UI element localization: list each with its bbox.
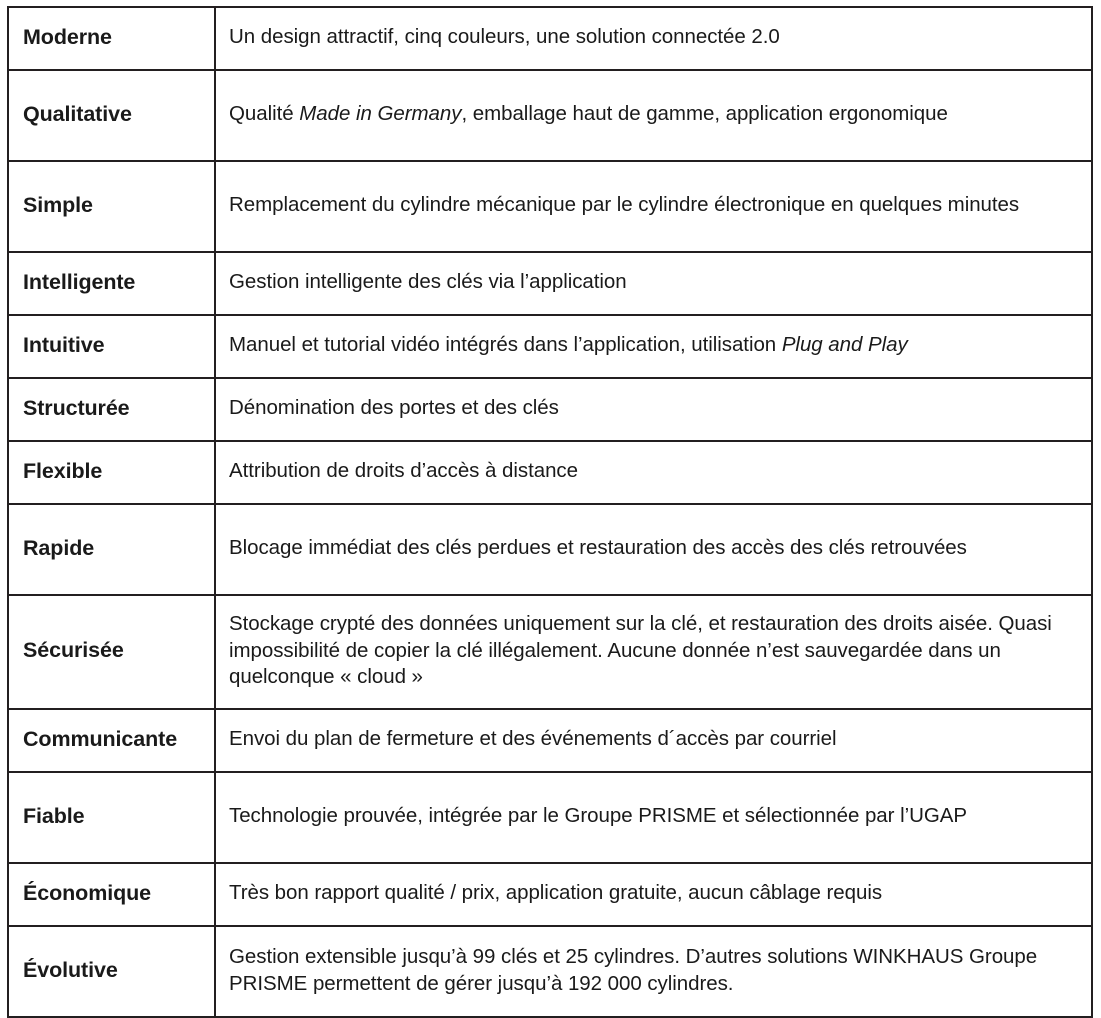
table-row xyxy=(8,161,1092,252)
feature-label-cell: Intelligente xyxy=(8,252,215,315)
feature-description-text xyxy=(229,880,1083,907)
plain-text: Manuel et tutorial vidéo intégrés dans l’application, utilisation xyxy=(229,333,782,357)
feature-label-cell: Rapide xyxy=(8,504,215,595)
feature-label-cell: Fiable xyxy=(8,772,215,863)
feature-description-cell xyxy=(215,772,1092,863)
plain-text: Technologie prouvée, intégrée par le Groupe PRISME et sélectionnée par l’UGAP xyxy=(229,804,967,828)
feature-description-cell xyxy=(215,926,1092,1017)
table-row xyxy=(8,504,1092,595)
feature-label-cell: Flexible xyxy=(8,441,215,504)
feature-description-text xyxy=(229,101,1083,128)
table-row xyxy=(8,863,1092,926)
table-row xyxy=(8,926,1092,1017)
feature-label-cell: Économique xyxy=(8,863,215,926)
feature-description-cell xyxy=(215,595,1092,709)
feature-description-cell xyxy=(215,7,1092,70)
feature-label-cell: Sécurisée xyxy=(8,595,215,709)
feature-description-cell xyxy=(215,252,1092,315)
table-row xyxy=(8,595,1092,709)
plain-text: Dénomination des portes et des clés xyxy=(229,396,559,420)
table-row xyxy=(8,7,1092,70)
feature-description-text xyxy=(229,726,1083,753)
feature-description-cell xyxy=(215,504,1092,595)
plain-text: Gestion extensible jusqu’à 99 clés et 25 cylindres. D’autres solutions WINKHAUS Groupe PRISME permettent de gérer jusqu’à 192 000 cylindres. xyxy=(229,944,1038,995)
feature-description-cell xyxy=(215,863,1092,926)
feature-description-cell xyxy=(215,315,1092,378)
plain-text: Très bon rapport qualité / prix, application gratuite, aucun câblage requis xyxy=(229,881,883,905)
plain-text: Remplacement du cylindre mécanique par le cylindre électronique en quelques minutes xyxy=(229,193,1020,217)
feature-label-cell: Intuitive xyxy=(8,315,215,378)
table-row xyxy=(8,252,1092,315)
plain-text: Un design attractif, cinq couleurs, une solution connectée 2.0 xyxy=(229,25,780,49)
feature-label-cell: Structurée xyxy=(8,378,215,441)
emphasis-text: Plug and Play xyxy=(781,333,908,357)
feature-label-cell: Moderne xyxy=(8,7,215,70)
feature-description-text xyxy=(229,395,1083,422)
feature-description-text xyxy=(229,611,1083,691)
feature-label-cell: Simple xyxy=(8,161,215,252)
plain-text: Qualité xyxy=(229,102,300,126)
plain-text: Envoi du plan de fermeture et des événements d´accès par courriel xyxy=(229,727,837,751)
feature-description-text xyxy=(229,269,1083,296)
feature-description-text xyxy=(229,192,1083,219)
table-row xyxy=(8,70,1092,161)
table-row xyxy=(8,378,1092,441)
plain-text: Blocage immédiat des clés perdues et restauration des accès des clés retrouvées xyxy=(229,536,967,560)
feature-description-text xyxy=(229,944,1083,997)
table-row xyxy=(8,772,1092,863)
table-row xyxy=(8,709,1092,772)
feature-description-text xyxy=(229,535,1083,562)
feature-description-text xyxy=(229,458,1083,485)
feature-description-text xyxy=(229,803,1083,830)
plain-text: Gestion intelligente des clés via l’application xyxy=(229,270,627,294)
feature-label-cell: Qualitative xyxy=(8,70,215,161)
feature-label-cell: Évolutive xyxy=(8,926,215,1017)
feature-description-cell xyxy=(215,70,1092,161)
plain-text: Attribution de droits d’accès à distance xyxy=(229,459,578,483)
table-row xyxy=(8,315,1092,378)
feature-label-cell: Communicante xyxy=(8,709,215,772)
feature-description-text xyxy=(229,332,1083,359)
table-row xyxy=(8,441,1092,504)
feature-description-text xyxy=(229,24,1083,51)
feature-table xyxy=(7,6,1093,1018)
feature-table-body xyxy=(8,7,1092,1017)
feature-description-cell xyxy=(215,441,1092,504)
plain-text: , emballage haut de gamme, application ergonomique xyxy=(461,102,948,126)
feature-description-cell xyxy=(215,378,1092,441)
feature-description-cell xyxy=(215,161,1092,252)
emphasis-text: Made in Germany xyxy=(299,102,462,126)
plain-text: Stockage crypté des données uniquement sur la clé, et restauration des droits aisée. Quasi impossibilité de copier la clé illégalement. Aucune donnée n’est sauvegardée dans un quelconque « cloud » xyxy=(229,612,1052,689)
feature-description-cell xyxy=(215,709,1092,772)
